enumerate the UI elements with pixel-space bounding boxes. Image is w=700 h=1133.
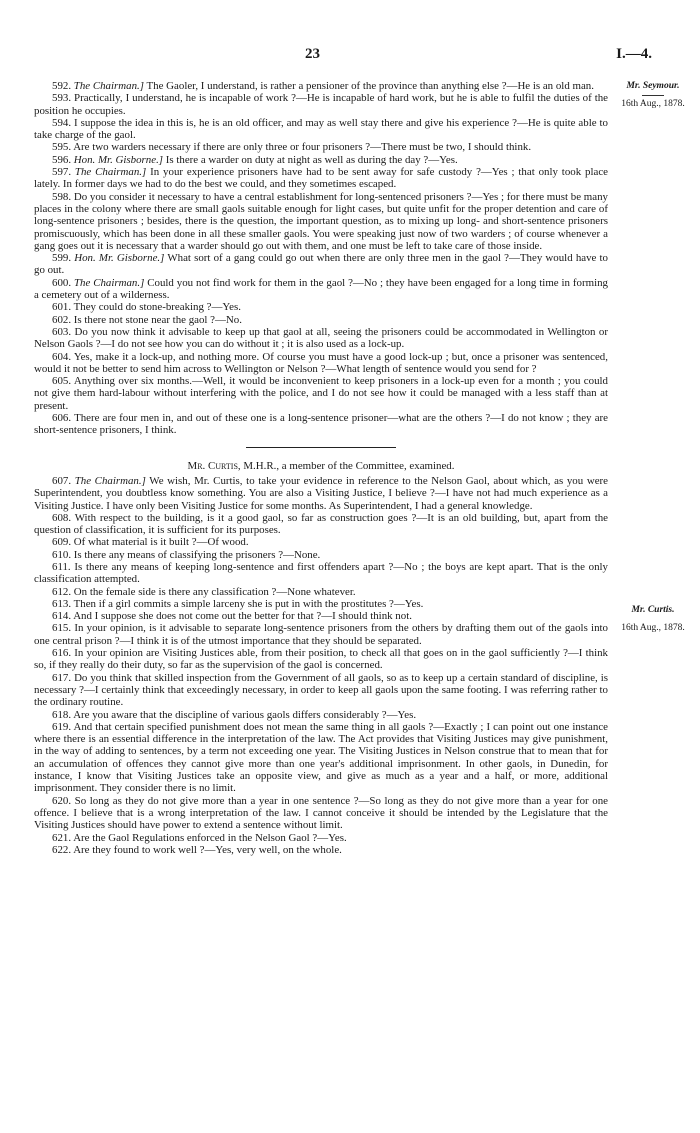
margin-note-seymour [612,80,694,110]
paragraph-text: Do you think that skilled inspection from the Government of all gaols, so as to keep up a certain standard of discipline, is necessary ?—I certainly think that exceedingly necessary, in order to keep all gaols upon the same footing. I was referring rather to the ordinary routine. [34,671,608,709]
question-answer-paragraph [34,475,608,512]
question-answer-paragraph [34,647,608,672]
paragraph-number: 611. [52,560,75,573]
paragraph-number: 607. [52,474,75,487]
margin-witness-name: Mr. Seymour. [626,81,680,91]
paragraph-number: 595. [52,141,74,154]
paragraph-number: 606. [52,412,75,425]
paragraph-text: In your opinion are Visiting Justices able, from their position, to check all that goes on in the gaol sufficiently ?—I think so, if they really do their duty, so far as the supervision of the gaol is concerned. [34,647,608,672]
question-answer-paragraph [34,412,608,437]
paragraph-number: 594. [52,116,75,129]
paragraph-text: In your experience prisoners have had to be sent away for safe custody ?—Yes ; that only took place lately. In former days we had to do the best we could, and they sometimes escaped. [34,166,608,191]
paragraph-text: Yes, make it a lock-up, and nothing more. Of course you must have a good lock-up ; but, once a prisoner was sentenced, would it not be better to send him across to Wellington or Nelson ?—What length of sentence would you send for ? [34,350,608,375]
paragraph-number: 615. [52,622,75,635]
paragraph-number: 612. [52,585,74,598]
margin-witness-name: Mr. Curtis. [631,605,675,615]
question-answer-paragraph [34,277,608,302]
paragraph-text: Of what material is it built ?—Of wood. [73,536,249,549]
paragraph-number: 609. [52,536,74,549]
paragraph-text: In your opinion, is it advisable to separate long-sentence prisoners from the others by drafting them out of the gaols into one central prison ?—I think it is of the utmost importance that they should be separated. [34,622,609,647]
paragraph-number: 608. [52,511,75,524]
margin-date: 16th Aug., 1878. [621,99,685,109]
main-text [34,80,608,856]
question-answer-paragraph [34,117,608,142]
paragraph-number: 603. [52,325,75,338]
question-answer-paragraph [34,610,608,622]
paragraph-text: Could you not find work for them in the gaol ?—No ; they have been engaged for a long time in forming a cemetery out of a wilderness. [34,276,608,302]
paragraph-text: So long as they do not give more than a year in one sentence ?—So long as they do not give more than a year for one offence. I believe that is a wrong interpretation of the law. I cannot conceive it should be intended by the Legislature that the Visiting Justices should have power to extend a sentence without limit. [34,794,609,832]
paragraph-number: 593. [52,92,75,105]
question-answer-paragraph [34,252,608,277]
question-answer-paragraph [34,721,608,795]
paragraph-number: 620. [52,794,75,807]
question-answer-paragraph [34,795,608,832]
paragraph-text: We wish, Mr. Curtis, to take your evidence in reference to the Nelson Gaol, about which, as you were Superintendent, you doubtless know something. You are also a Visiting Justice, I believe ?—I have not had much experience as a Visiting Justice. I have only been Visiting Justice for some months. As Superintendent, I had a general knowledge. [34,474,609,512]
paragraph-number: 600. [52,276,74,289]
paragraph-text: Anything over six months.—Well, it would be inconvenient to keep prisoners in a lock-up even for a month ; you could not give them hard-labour without interfering with the police, and I do not see how it could be managed with a less staff than at present. [34,375,609,412]
paragraph-text: What sort of a gang could go out when there are only three men in the gaol ?—They would have to go out. [34,252,609,277]
question-answer-paragraph [34,166,608,191]
paragraph-text: On the female side is there any classification ?—None whatever. [73,585,356,598]
margin-date: 16th Aug., 1878. [621,623,685,633]
question-answer-paragraph [34,832,608,844]
speaker-label: The Chairman.] [73,80,144,92]
paragraph-text: Is there any means of classifying the prisoners ?—None. [73,548,321,561]
speaker-label: Hon. Mr. Gisborne.] [74,252,165,265]
question-answer-paragraph [34,80,608,92]
paragraph-number: 616. [52,647,75,660]
witness-name: Mr. Curtis, [187,459,241,472]
question-answer-paragraph [34,672,608,709]
paragraph-number: 596. [52,153,74,166]
paragraph-number: 599. [52,252,75,265]
question-answer-paragraph [34,844,608,856]
question-answer-paragraph [34,549,608,561]
question-answer-paragraph [34,536,608,548]
question-answer-paragraph [34,622,608,647]
margin-divider [642,95,664,96]
paragraph-text: Is there any means of keeping long-sentence and first offenders apart ?—No ; the boys are kept apart. That is the only classification attempted. [34,560,608,586]
witness-description: M.H.R., a member of the Committee, examined. [243,459,455,472]
paragraph-text: Is there not stone near the gaol ?—No. [73,313,242,326]
paragraph-text: Practically, I understand, he is incapable of work ?—He is incapable of hard work, but he is able to fulfil the duties of the position he occupies. [34,92,609,117]
paragraph-text: Is there a warder on duty at night as well as during the day ?—Yes. [165,153,458,166]
paragraph-text: Then if a girl commits a simple larceny she is put in with the prostitutes ?—Yes. [73,597,424,610]
question-answer-paragraph [34,301,608,313]
paragraph-text: And that certain specified punishment does not mean the same thing in all gaols ?—Exactly ; I can point out one instance where there is an essential difference in the interpretation of the law. The Act provides that Visiting Justices may give punishment, in the way of adding to sentences, by a term not exceeding one year. The Visiting Justices in Nelson construe that to mean that for an accumulation of offences they cannot give more than one year's additional imprisonment. In other gaols, in Dunedin, for instance, I know that Visiting Justices take an opposite view, and give as much as a year and a half, or more, additional imprisonment. They consider there is no limit. [34,720,608,795]
paragraph-text: They could do stone-breaking ?—Yes. [73,301,241,314]
question-answer-paragraph [34,314,608,326]
question-answer-paragraph [34,191,608,252]
question-answer-paragraph [34,375,608,412]
paragraph-number: 602. [52,313,74,326]
paragraph-number: 598. [52,190,74,203]
speaker-label: The Chairman.] [74,166,147,179]
question-answer-paragraph [34,154,608,166]
paragraph-text: And I suppose she does not come out the better for that ?—I should think not. [73,610,412,623]
paragraph-number: 605. [52,375,74,388]
paragraph-number: 592. [52,80,74,92]
paragraph-number: 617. [52,671,75,684]
paragraph-text: Are the Gaol Regulations enforced in the Nelson Gaol ?—Yes. [73,831,347,844]
paragraph-text: There are four men in, and out of these one is a long-sentence prisoner—what are the others ?—I do not know ; they are short-sentence prisoners, I think. [34,412,608,437]
question-answer-paragraph [34,586,608,598]
paragraph-number: 613. [52,597,74,610]
evidence-section-curtis [34,475,608,856]
paragraph-text: With respect to the building, is it a good gaol, so far as construction goes ?—It is an old building, but, apart from the question of classification, it is sufficient for its purposes. [34,511,608,537]
speaker-label: The Chairman.] [74,474,146,487]
paragraph-number: 604. [52,350,74,363]
question-answer-paragraph [34,141,608,153]
margin-note-curtis [612,604,694,634]
question-answer-paragraph [34,709,608,721]
page-number: 23 [305,46,320,62]
paragraph-number: 601. [52,301,74,314]
paragraph-number: 610. [52,548,74,561]
paragraph-text: Do you now think it advisable to keep up that gaol at all, seeing the prisoners could be accommodated in Wellington or Nelson Gaols ?—I do not see how you can do without it ; it is also used as a lock-up. [34,325,609,351]
paragraph-number: 614. [52,610,74,623]
paragraph-text: Are they found to work well ?—Yes, very well, on the whole. [73,843,342,856]
paragraph-number: 618. [52,708,74,721]
paragraph-number: 622. [52,843,74,856]
speaker-label: The Chairman.] [73,276,145,289]
speaker-label: Hon. Mr. Gisborne.] [73,153,164,166]
paragraph-text: The Gaoler, I understand, is rather a pensioner of the province than anything else ?—He is an old man. [146,80,594,92]
page-header [0,46,700,66]
question-answer-paragraph [34,92,608,117]
section-divider [246,447,396,448]
question-answer-paragraph [34,351,608,376]
paragraph-number: 597. [52,166,75,179]
question-answer-paragraph [34,561,608,586]
question-answer-paragraph [34,598,608,610]
question-answer-paragraph [34,326,608,351]
evidence-section-seymour [34,80,608,437]
document-reference: I.—4. [616,46,652,62]
paragraph-number: 621. [52,831,74,844]
question-answer-paragraph [34,512,608,537]
paragraph-text: Are you aware that the discipline of various gaols differs considerably ?—Yes. [73,708,417,721]
paragraph-text: Do you consider it necessary to have a central establishment for long-sentenced prisoners ?—Yes ; for there must be many places in the colony where there are small gaols suitable enough for light cases, but quite unfit for the proper detention and care of long-sentence prisoners ; besides, there is the question, the important question, as to mixing up long- and short-sentence prisoners promiscuously, which has been done in all these smaller gaols. You were speaking just now of two warders ; of course whenever a gang goes out it is necessary that a warder should go out with them, and one must be left to take care of those inside. [34,190,608,252]
paragraph-text: Are two warders necessary if there are only three or four prisoners ?—There must be two, I should think. [73,141,532,154]
paragraph-number: 619. [52,720,74,733]
witness-heading [34,460,608,472]
paragraph-text: I suppose the idea in this is, he is an old officer, and may as well stay there and give his experience ?—He is quite able to take charge of the gaol. [34,116,608,142]
